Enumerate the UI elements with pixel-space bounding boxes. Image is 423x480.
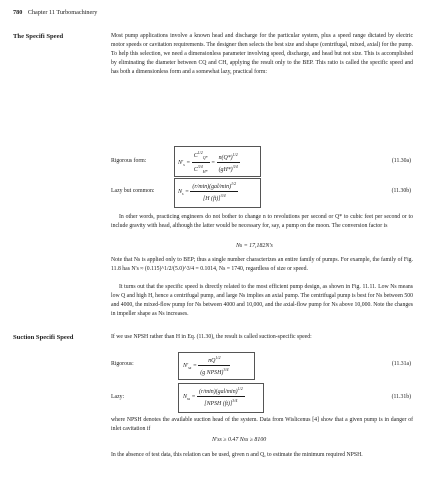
equation-suction-rigorous: $N'_{ss}$ = $\frac{nQ^{1/2}}{(g NPSH)^{3/4}}$ xyxy=(183,355,229,376)
equation-label-lazy: Lazy but common: xyxy=(111,188,155,194)
section-heading-suction-specific-speed: Suction Specifi Speed xyxy=(13,334,74,341)
fraction-cq-ch: $\frac{C^{1/2}_{Q*}}{C^{3/4}_{H*}}$ xyxy=(193,150,208,175)
equation-suction-lazy: $N_{ss}$ = $\frac{(r/\min)(gal/\min)^{1/2}}{[NPSH (ft)]^{3/4}}$ xyxy=(183,386,243,407)
paragraph-test-data: In the absence of test data, this relation can be used, given n and Q, to estimate the minimum required NPSH. xyxy=(111,452,363,458)
equation-rigorous: $N'_s$ = $\frac{C^{1/2}_{Q*}}{C^{3/4}_{H*}}$ = $\frac{n(Q*)^{1/2}}{(gH*)^{3/4}}$ xyxy=(178,150,238,175)
section-heading-specific-speed: The Specifi Speed xyxy=(13,33,64,40)
equation-number-11-31a: (11.31a) xyxy=(391,361,411,367)
equation-label-suction-rigorous: Rigorous: xyxy=(111,361,134,367)
equation-label-suction-lazy: Lazy: xyxy=(111,394,125,400)
fraction-nq-gh: $\frac{n(Q*)^{1/2}}{(gH*)^{3/4}}$ xyxy=(218,152,238,174)
equation-label-rigorous: Rigorous form: xyxy=(111,158,147,164)
equation-number-11-31b: (11.31b) xyxy=(391,394,411,400)
paragraph-intro: Most pump applications involve a known head and discharge for the particular system, plus a speed range dictated by electric motor speeds or cavitation requirements. The designer then selects the best size and shape (centrifugal, mixed, axial) for the pump. To help this selection, we need a dimensionless parameter involving speed, discharge, and head but not size. This is accomplished by eliminating the diameter between CQ and CH, applying the result only to the BEP. This ratio is called the specific speed and has both a dimensionless form and a somewhat lazy, practical form: xyxy=(111,33,413,75)
chapter-title: Chapter 11 Turbomachinery xyxy=(27,9,98,16)
page-number: 780 xyxy=(13,9,23,16)
equation-number-11-30a: (11.30a) xyxy=(391,158,411,164)
paragraph-conversion: In other words, practicing engineers do not bother to change n to revolutions per second or Q* to cubic feet per second or to include gravity with head, although the latter would be necessary for, say, a pump on the moon. The conversion factor is xyxy=(111,214,413,229)
paragraph-efficiency: It turns out that the specific speed is directly related to the most efficient pump design, as shown in Fig. 11.11. Low Ns means low Q and high H, hence a centrifugal pump, and large Ns implies an axial pump. The centrifugal pump is best for Ns between 500 and 4000, the mixed-flow pump for Ns between 4000 and 10,000, and the axial-flow pump for Ns above 10,000. Note the changes in impeller shape as Ns increases. xyxy=(111,284,413,317)
paragraph-suction-intro: If we use NPSH rather than H in Eq. (11.30), the result is called suction-specific speed: xyxy=(111,334,312,340)
running-header xyxy=(13,9,97,16)
cavitation-condition: N'ss ≥ 0.47 Nss ≥ 8100 xyxy=(212,437,267,443)
paragraph-npsh: where NPSH denotes the available suction head of the system. Data from Wislicenus [4] show that a given pump is in danger of inlet cavitation if xyxy=(111,417,413,432)
conversion-equation: Ns = 17,182N's xyxy=(236,243,273,249)
paragraph-bep: Note that Ns is applied only to BEP; thus a single number characterizes an entire family of pumps. For example, the family of Fig. 11.8 has N's ≈ (0.115)^1/2/(5.0)^3/4 = 0.1014, Ns = 1740, regardless of size or speed. xyxy=(111,257,413,272)
equation-number-11-30b: (11.30b) xyxy=(391,188,411,194)
equation-lazy: $N_s$ = $\frac{(r/\min)(gal/\min)^{1/2}}{[H (ft)]^{3/4}}$ xyxy=(178,181,237,202)
